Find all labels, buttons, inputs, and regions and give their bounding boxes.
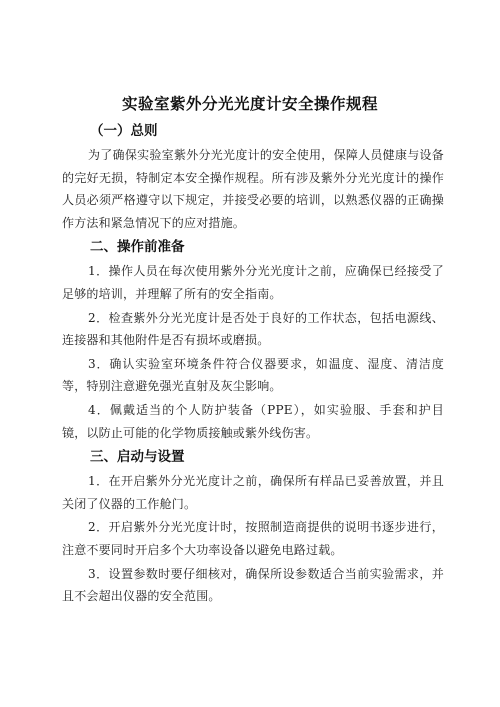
paragraph: 3．设置参数时要仔细核对，确保所设参数适合当前实验需求，并且不会超出仪器的安全范围。: [62, 566, 444, 604]
section-heading: 三、启动与设置: [90, 449, 185, 466]
paragraph: 4．佩戴适当的个人防护装备（PPE），如实验服、手套和护目镜，以防止可能的化学物质接触或紫外线伤害。: [62, 402, 444, 440]
paragraph: 为了确保实验室紫外分光光度计的安全使用，保障人员健康与设备的完好无损，特制定本安全操作规程。所有涉及紫外分光光度计的操作人员必须严格遵守以下规定，并接受必要的培训，以熟悉仪器的正确操作方法和紧急情况下的应对措施。: [62, 148, 444, 230]
section-general: [62, 120, 444, 234]
paragraph: 3．确认实验室环境条件符合仪器要求，如温度、湿度、清洁度等，特别注意避免强光直射及灰尘影响。: [62, 356, 444, 394]
section-heading: （一）总则: [90, 123, 158, 139]
paragraph: 1．在开启紫外分光光度计之前，确保所有样品已妥善放置，并且关闭了仪器的工作舱门。: [62, 474, 444, 511]
paragraph: 2．检查紫外分光光度计是否处于良好的工作状态，包括电源线、连接器和其他附件是否有损坏或磨损。: [62, 310, 444, 348]
paragraph: 1．操作人员在每次使用紫外分光光度计之前，应确保已经接受了足够的培训，并理解了所有的安全指南。: [62, 264, 444, 301]
section-preparation: [62, 236, 444, 444]
document-title: 实验室紫外分光光度计安全操作规程: [121, 95, 378, 113]
section-startup: [62, 446, 444, 608]
section-heading: 二、操作前准备: [90, 239, 185, 256]
document-body: [62, 118, 444, 609]
paragraph: 2．开启紫外分光光度计时，按照制造商提供的说明书逐步进行，注意不要同时开启多个大功率设备以避免电路过载。: [62, 520, 444, 557]
